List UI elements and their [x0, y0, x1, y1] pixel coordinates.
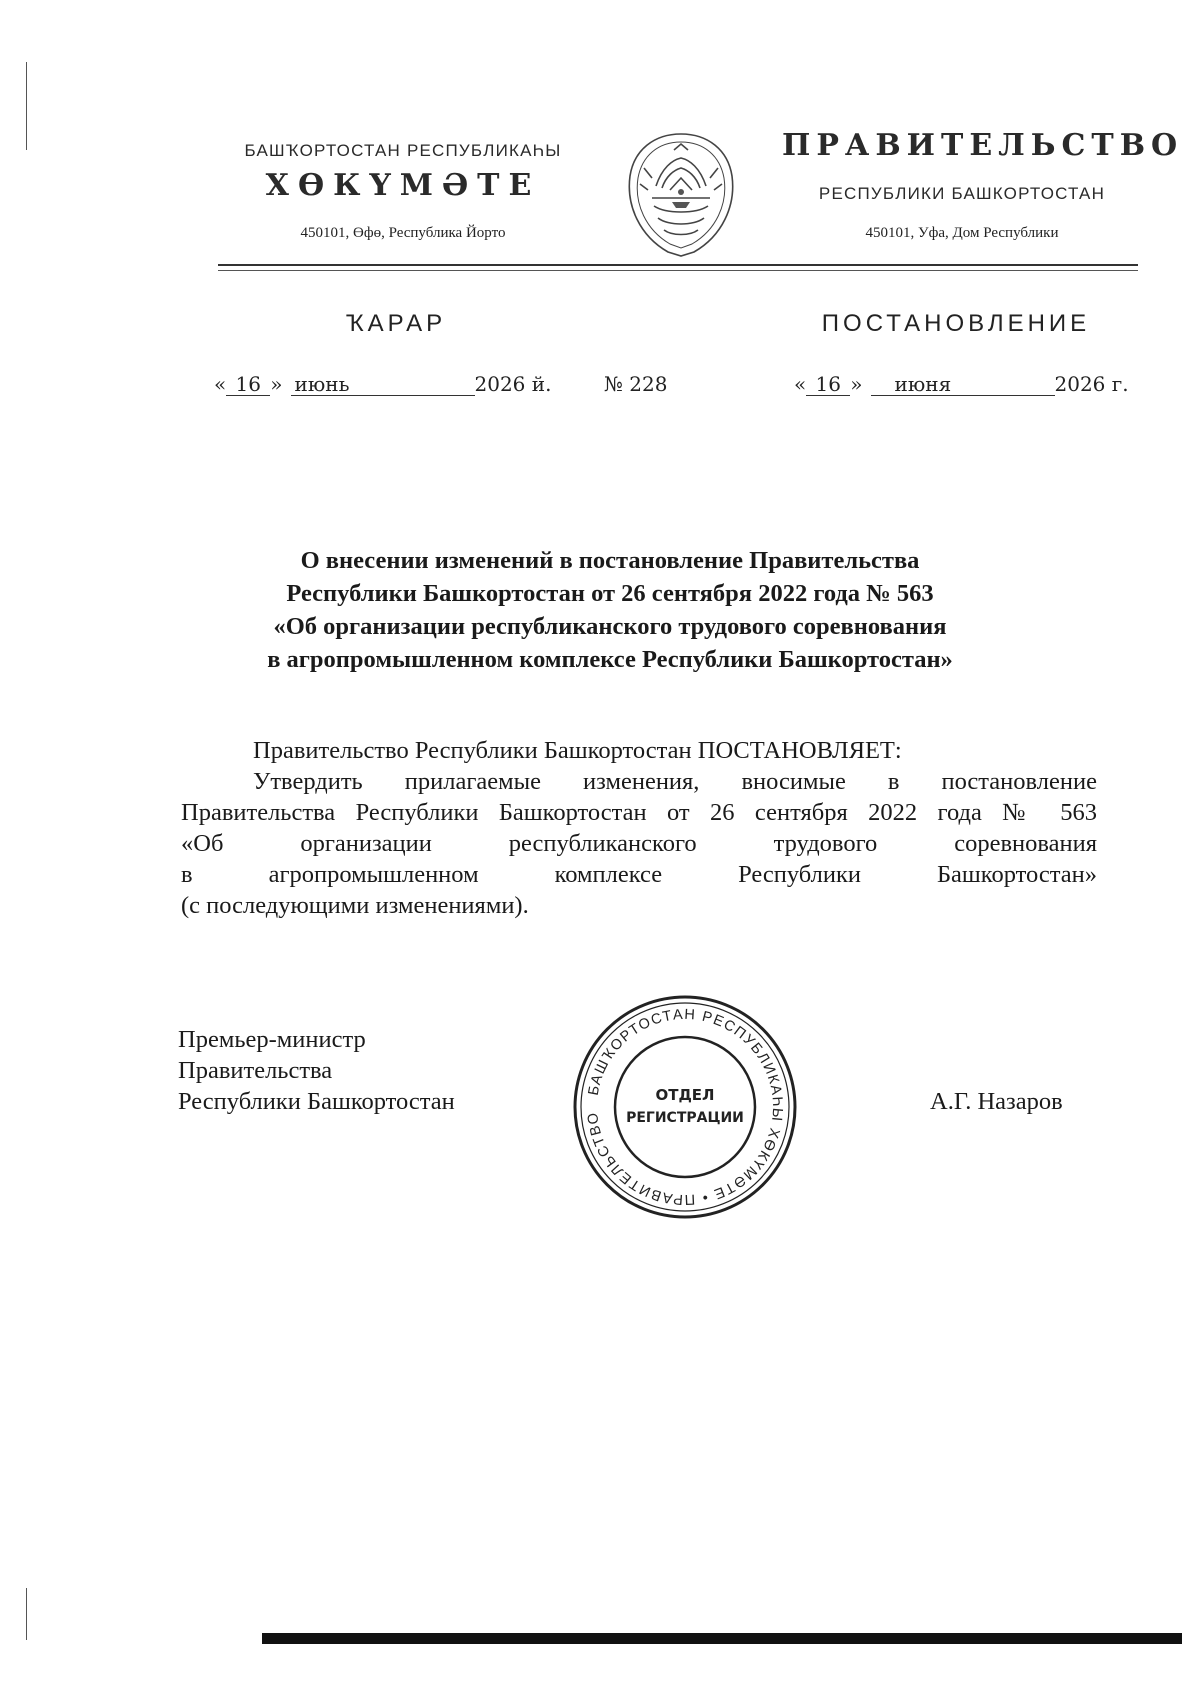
title-line: О внесении изменений в постановление Правительства	[300, 547, 920, 574]
date-right-open-quote: «	[794, 372, 807, 396]
date-left-month: июнь	[291, 373, 475, 396]
doc-type-left: ҠАРАР	[345, 310, 447, 337]
date-right-day: 16	[806, 373, 850, 396]
scan-margin-line-bottom	[26, 1588, 27, 1640]
body-line: (с последующими изменениями).	[181, 892, 529, 919]
date-left-open-quote: «	[214, 372, 227, 396]
body-line: в агропромышленном комплексе Республики Башкортостан»	[181, 861, 1097, 888]
doc-type-right: ПОСТАНОВЛЕНИЕ	[821, 310, 1091, 337]
date-left-year: 2026 й.	[474, 372, 552, 396]
header-right-line1: ПРАВИТЕЛЬСТВО	[782, 128, 1184, 163]
signatory-position-line: Премьер-министр	[178, 1026, 366, 1053]
document-title	[150, 544, 1070, 676]
date-right-close-quote: »	[850, 372, 863, 396]
signatory-position-line: Правительства	[178, 1057, 333, 1084]
header-left-line1: БАШҠОРТОСТАН РЕСПУБЛИКАҺЫ	[244, 141, 562, 160]
header-divider	[218, 264, 1138, 266]
title-line: в агропромышленном комплексе Республики Башкортостан»	[267, 646, 953, 673]
signatory-name: А.Г. Назаров	[930, 1088, 1063, 1115]
stamp-center-line2: РЕГИСТРАЦИИ	[626, 1110, 744, 1126]
scan-margin-line-top	[26, 62, 27, 150]
body-line: Утвердить прилагаемые изменения, вносимые в постановление	[253, 768, 1097, 795]
signatory-position	[178, 1024, 455, 1117]
stamp-outer-text: БАШҠОРТОСТАН РЕСПУБЛИКАҺЫ ХӨКҮМӘТЕ • ПРАВИТЕЛЬСТВО	[584, 1006, 786, 1208]
title-line: Республики Башкортостан от 26 сентября 2022 года № 563	[286, 580, 934, 607]
scan-bottom-bar	[262, 1633, 1182, 1644]
body-paragraph	[181, 766, 1097, 921]
body-line: «Об организации республиканского трудового соревнования	[181, 830, 1097, 857]
coat-of-arms-icon	[616, 128, 746, 260]
body-line: Правительства Республики Башкортостан от 26 сентября 2022 года № 563	[181, 799, 1097, 826]
title-line: «Об организации республиканского трудового соревнования	[273, 613, 947, 640]
header-left-line2: ХӨКҮМӘТЕ	[265, 168, 541, 203]
registration-stamp	[570, 992, 800, 1222]
signatory-position-line: Республики Башкортостан	[178, 1088, 455, 1115]
header-right-address: 450101, Уфа, Дом Республики	[865, 225, 1059, 241]
date-right-month: июня	[871, 373, 1055, 396]
document-number: № 228	[604, 372, 668, 396]
header-left-address: 450101, Өфө, Республика Йорто	[300, 225, 506, 241]
date-left	[214, 372, 551, 396]
stamp-center-line1: ОТДЕЛ	[655, 1086, 715, 1104]
date-left-close-quote: »	[270, 372, 283, 396]
date-right-year: 2026 г.	[1054, 372, 1129, 396]
header-right-line2: РЕСПУБЛИКИ БАШКОРТОСТАН	[818, 184, 1106, 203]
header-divider-thin	[218, 270, 1138, 271]
date-right	[794, 372, 1129, 396]
body-intro: Правительство Республики Башкортостан ПОСТАНОВЛЯЕТ:	[253, 737, 902, 764]
date-left-day: 16	[226, 373, 270, 396]
